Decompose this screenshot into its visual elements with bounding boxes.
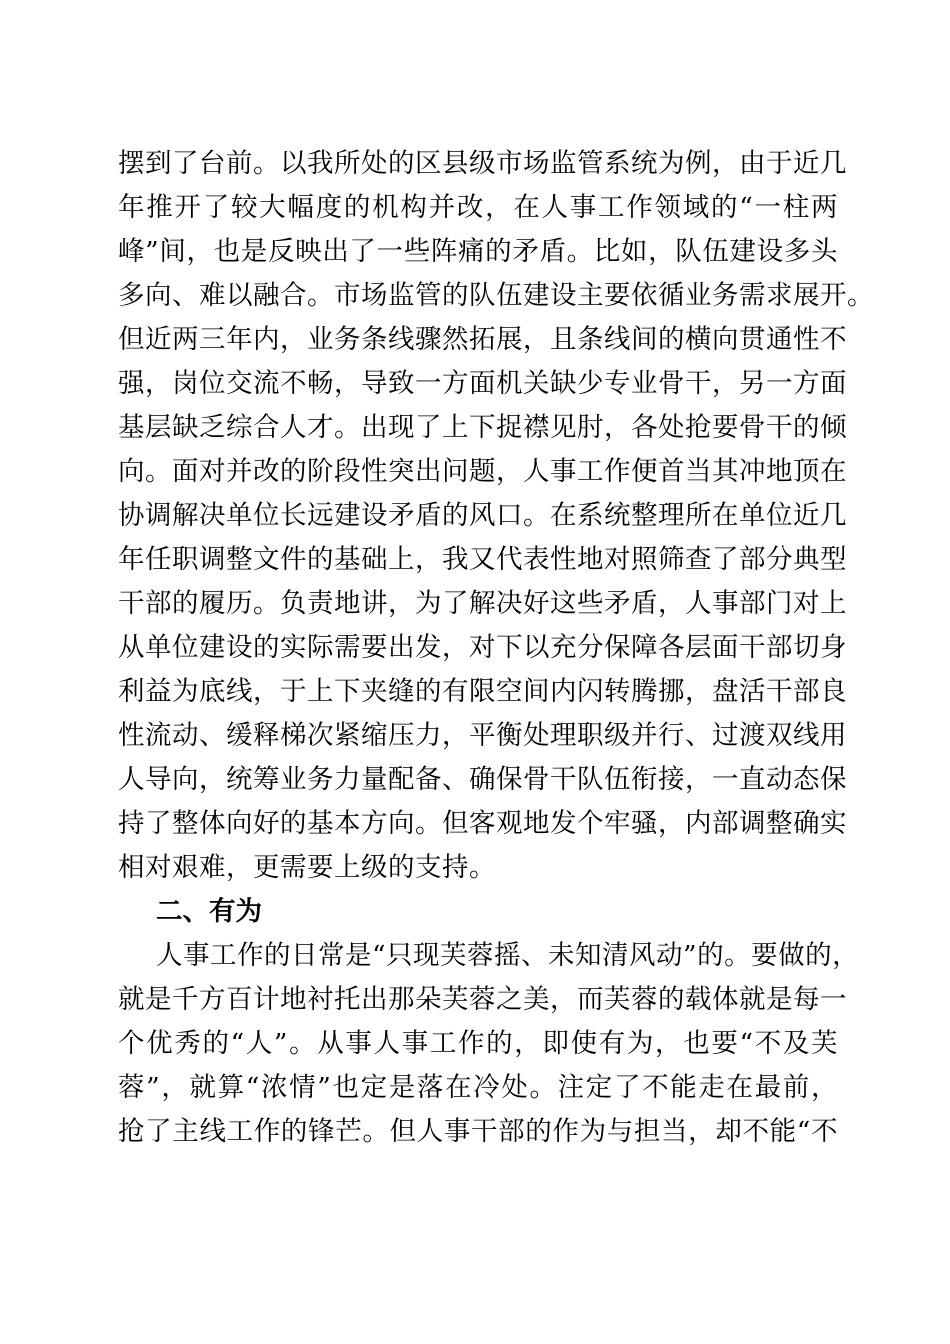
body-text-line: 基层缺乏综合人才。出现了上下捉襟见肘，各处抢要骨干的倾 <box>118 412 847 443</box>
body-text-line: 摆到了台前。以我所处的区县级市场监管系统为例，由于近几 <box>118 148 847 179</box>
body-text-line: 峰”间，也是反映出了一些阵痛的矛盾。比如，队伍建设多头 <box>118 236 838 267</box>
body-text-line: 人事工作的日常是“只现芙蓉摇、未知清风动”的。要做的， <box>156 940 860 971</box>
body-text-line: 持了整体向好的基本方向。但客观地发个牢骚，内部调整确实 <box>118 808 847 839</box>
body-text-line: 个优秀的“人”。从事人事工作的，即使有为，也要“不及芙 <box>118 1028 838 1059</box>
body-text-line: 相对艰难，更需要上级的支持。 <box>118 852 496 883</box>
body-text-line: 向。面对并改的阶段性突出问题，人事工作便首当其冲地顶在 <box>118 456 847 487</box>
body-text-line: 蓉”，就算“浓情”也定是落在冷处。注定了不能走在最前， <box>118 1072 838 1103</box>
body-text-line: 抢了主线工作的锋芒。但人事干部的作为与担当，却不能“不 <box>118 1116 838 1147</box>
body-text-line: 年任职调整文件的基础上，我又代表性地对照筛查了部分典型 <box>118 544 847 575</box>
body-text-line: 协调解决单位长远建设矛盾的风口。在系统整理所在单位近几 <box>118 500 847 531</box>
body-text-line: 多向、难以融合。市场监管的队伍建设主要依循业务需求展开。 <box>118 280 874 311</box>
body-text-line: 从单位建设的实际需要出发，对下以充分保障各层面干部切身 <box>118 632 847 663</box>
body-text-line: 强，岗位交流不畅，导致一方面机关缺少专业骨干，另一方面 <box>118 368 847 399</box>
body-text-line: 年推开了较大幅度的机构并改，在人事工作领域的“一柱两 <box>118 192 838 223</box>
body-text-line: 人导向，统筹业务力量配备、确保骨干队伍衔接，一直动态保 <box>118 764 847 795</box>
section-heading: 二、有为 <box>156 896 262 927</box>
body-text-line: 干部的履历。负责地讲，为了解决好这些矛盾，人事部门对上 <box>118 588 847 619</box>
body-text-line: 但近两三年内，业务条线骤然拓展，且条线间的横向贯通性不 <box>118 324 847 355</box>
body-text-line: 就是千方百计地衬托出那朵芙蓉之美，而芙蓉的载体就是每一 <box>118 984 847 1015</box>
body-text-line: 性流动、缓释梯次紧缩压力，平衡处理职级并行、过渡双线用 <box>118 720 847 751</box>
body-text-line: 利益为底线，于上下夹缝的有限空间内闪转腾挪，盘活干部良 <box>118 676 847 707</box>
